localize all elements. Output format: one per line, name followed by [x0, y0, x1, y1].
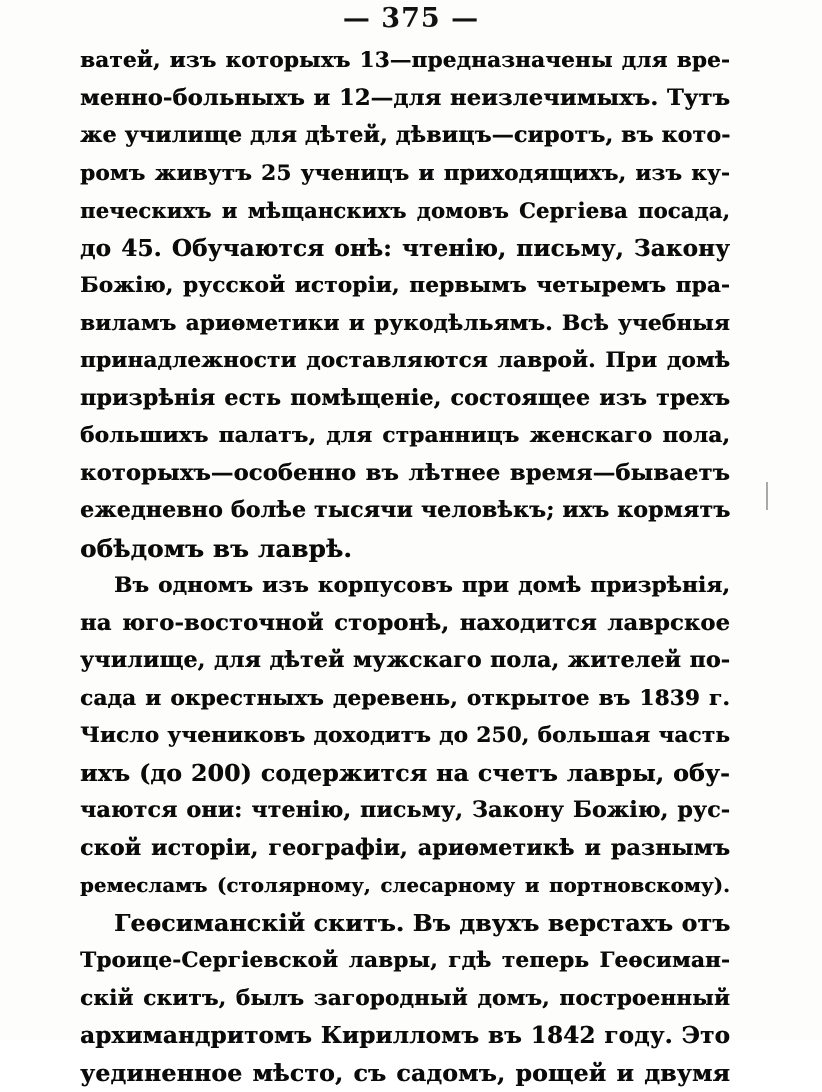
text-line: на юго-восточной сторонѣ, находится лаврское — [80, 605, 730, 643]
body-text — [80, 42, 730, 1092]
margin-scan-mark — [766, 482, 768, 510]
text-line: ихъ (до 200) содержится на счетъ лавры, обу- — [80, 755, 730, 793]
text-line: печескихъ и мѣщанскихъ домовъ Сергіева посада, — [80, 192, 730, 230]
text-line: до 45. Обучаются онѣ: чтенію, письму, Закону — [80, 230, 730, 268]
text-line: ской исторіи, географіи, ариѳметикѣ и разнымъ — [80, 830, 730, 868]
page-number: — 375 — — [0, 2, 822, 36]
paragraph-end-line: обѣдомъ въ лаврѣ. — [80, 530, 730, 568]
text-line: скій скитъ, былъ загородный домъ, построенный — [80, 980, 730, 1018]
text-line: ремесламъ (столярному, слесарному и портновскому). — [80, 867, 730, 905]
text-line: Число учениковъ доходитъ до 250, большая часть — [80, 717, 730, 755]
text-line: ежедневно болѣе тысячи человѣкъ; ихъ кормятъ — [80, 492, 730, 530]
text-line: чаются они: чтенію, письму, Закону Божію, рус- — [80, 792, 730, 830]
text-line: которыхъ—особенно въ лѣтнее время—бываетъ — [80, 455, 730, 493]
text-line: же училище для дѣтей, дѣвицъ—сиротъ, въ кото- — [80, 117, 730, 155]
section-heading-line: Геѳсиманскій скитъ. Въ двухъ верстахъ отъ — [80, 905, 730, 943]
text-line: Божію, русской исторіи, первымъ четыремъ пра- — [80, 267, 730, 305]
text-line: призрѣнія есть помѣщеніе, состоящее изъ трехъ — [80, 380, 730, 418]
text-line: сада и окрестныхъ деревень, открытое въ 1839 г. — [80, 680, 730, 718]
text-line: менно-больныхъ и 12—для неизлечимыхъ. Тутъ — [80, 80, 730, 118]
text-line: уединенное мѣсто, съ садомъ, рощей и двумя — [80, 1055, 730, 1092]
text-line: училище, для дѣтей мужскаго пола, жителей по- — [80, 642, 730, 680]
text-line: Троице-Сергіевской лавры, гдѣ теперь Геѳсиман- — [80, 942, 730, 980]
paragraph-start-line: Въ одномъ изъ корпусовъ при домѣ призрѣнія, — [80, 567, 730, 605]
text-line: большихъ палатъ, для странницъ женскаго пола, — [80, 417, 730, 455]
text-line: ромъ живутъ 25 ученицъ и приходящихъ, изъ ку- — [80, 155, 730, 193]
text-line: архимандритомъ Кирилломъ въ 1842 году. Это — [80, 1017, 730, 1055]
text-line: виламъ ариѳметики и рукодѣльямъ. Всѣ учебныя — [80, 305, 730, 343]
text-line: принадлежности доставляются лаврой. При домѣ — [80, 342, 730, 380]
text-line: ватей, изъ которыхъ 13—предназначены для вре- — [80, 42, 730, 80]
